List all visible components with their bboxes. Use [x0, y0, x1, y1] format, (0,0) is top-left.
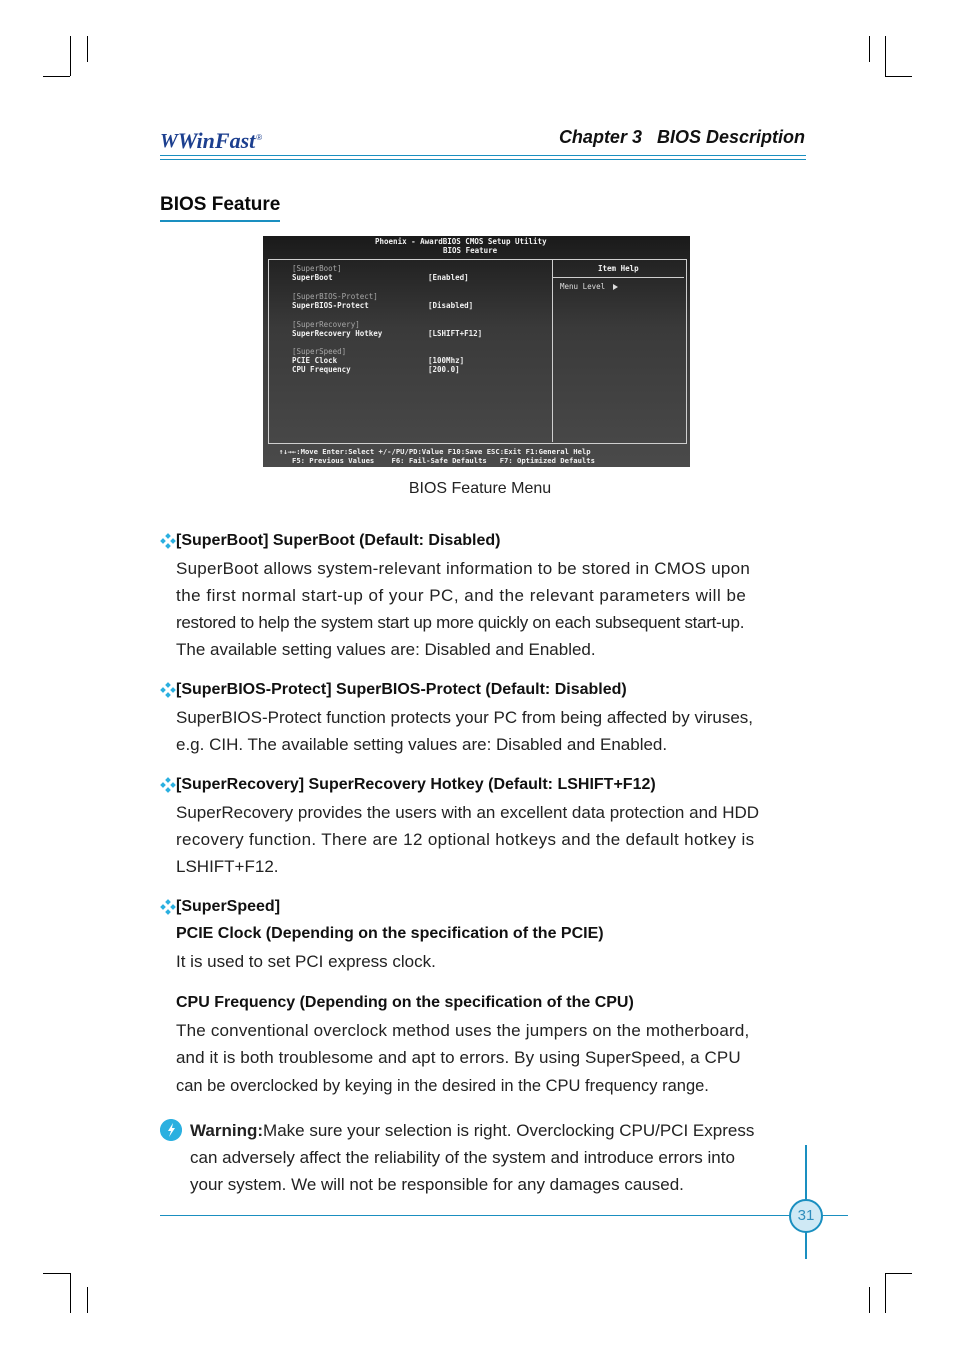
crop-mark — [869, 1287, 870, 1313]
body-line: the first normal start-up of your PC, and the relevant parameters will be — [176, 586, 747, 605]
bios-item-name: SuperBIOS-Protect — [292, 301, 369, 310]
bios-help-divider — [552, 277, 684, 278]
header-rule — [160, 155, 806, 156]
bios-group-label: [SuperBoot] — [292, 264, 342, 273]
body-line: It is used to set PCI express clock. — [176, 952, 436, 971]
logo-mark: W — [160, 129, 175, 152]
bios-footer-keys: ↑↓→←:Move Enter:Select +/-/PU/PD:Value F10:Save ESC:Exit F1:General Help — [279, 447, 591, 456]
warning-text: your system. We will not be responsible for any damages caused. — [190, 1175, 684, 1194]
crop-mark — [70, 1273, 71, 1313]
body-line: and it is both troublesome and apt to errors. By using SuperSpeed, a CPU — [176, 1048, 741, 1067]
bios-item-value: [Disabled] — [428, 301, 474, 310]
body-line: SuperBoot allows system-relevant information to be stored in CMOS upon — [176, 559, 751, 578]
body-line: recovery function. There are 12 optional hotkeys and the default hotkey is — [176, 830, 755, 849]
crop-mark — [87, 36, 88, 62]
body-line: LSHIFT+F12. — [176, 857, 279, 876]
bios-subtitle: BIOS Feature — [443, 246, 498, 255]
crop-mark — [70, 36, 71, 76]
bios-group-label: [SuperSpeed] — [292, 347, 347, 356]
bios-screen — [263, 236, 690, 467]
bios-item-value: [LSHIFT+F12] — [428, 329, 483, 338]
body-line: can be overclocked by keying in the desired in the CPU frequency range. — [176, 1077, 709, 1095]
figure-caption: BIOS Feature Menu — [408, 480, 552, 497]
crop-mark — [87, 1287, 88, 1313]
section-heading: [SuperRecovery] SuperRecovery Hotkey (Default: LSHIFT+F12) — [176, 776, 656, 793]
diamond-bullet-icon — [160, 899, 176, 915]
bios-help-title: Item Help — [598, 264, 639, 273]
bios-item-value: [Enabled] — [428, 273, 469, 282]
section-heading: [SuperBIOS-Protect] SuperBIOS-Protect (Default: Disabled) — [176, 681, 627, 698]
warning-text: Make sure your selection is right. Overclocking CPU/PCI Express — [263, 1121, 755, 1140]
bios-item-value: [200.0] — [428, 365, 460, 374]
page-number-text: 31 — [797, 1207, 815, 1224]
bios-footer-keys: F5: Previous Values F6: Fail-Safe Defaults F7: Optimized Defaults — [292, 456, 595, 465]
section-heading: [SuperSpeed] — [176, 898, 281, 915]
bios-menu-level-label: Menu Level — [560, 282, 606, 291]
page-number — [789, 1199, 823, 1233]
warning-note — [190, 1117, 810, 1198]
diamond-bullet-icon — [160, 533, 176, 549]
body-line: The conventional overclock method uses the jumpers on the motherboard, — [176, 1021, 750, 1040]
crop-mark — [885, 1273, 886, 1313]
chapter-title: Chapter 3 BIOS Description — [558, 127, 805, 147]
header-rule — [160, 159, 806, 160]
warning-label: Warning: — [190, 1121, 264, 1140]
section-title: BIOS Feature — [160, 194, 280, 222]
bios-menu-level — [560, 282, 618, 291]
warning-text: can adversely affect the reliability of the system and introduce errors into — [190, 1148, 735, 1167]
crop-mark — [869, 36, 870, 62]
bios-title: Phoenix - AwardBIOS CMOS Setup Utility — [375, 237, 547, 246]
diamond-bullet-icon — [160, 777, 176, 793]
body-line: The available setting values are: Disabled and Enabled. — [176, 640, 596, 659]
body-line: SuperBIOS-Protect function protects your PC from being affected by viruses, — [176, 708, 754, 727]
bios-item-name: SuperRecovery Hotkey — [292, 329, 383, 338]
bios-item-value: [100Mhz] — [428, 356, 465, 365]
subsection-heading: PCIE Clock (Depending on the specification of the PCIE) — [176, 925, 604, 942]
logo-registered: ® — [256, 132, 263, 142]
warning-icon — [160, 1119, 182, 1141]
footer-rule — [160, 1215, 848, 1216]
body-line: e.g. CIH. The available setting values are: Disabled and Enabled. — [176, 735, 668, 754]
bios-item-name: PCIE Clock — [292, 356, 338, 365]
crop-mark — [43, 1273, 70, 1274]
section-heading: [SuperBoot] SuperBoot (Default: Disabled) — [176, 532, 501, 549]
winfast-logo — [160, 126, 262, 156]
logo-text: WinFast — [177, 128, 256, 153]
bios-item-name: SuperBoot — [292, 273, 333, 282]
bios-item-name: CPU Frequency — [292, 365, 351, 374]
body-line: SuperRecovery provides the users with an excellent data protection and HDD — [176, 803, 760, 822]
bios-group-label: [SuperBIOS-Protect] — [292, 292, 378, 301]
triangle-right-icon — [613, 284, 618, 290]
bios-group-label: [SuperRecovery] — [292, 320, 360, 329]
diamond-bullet-icon — [160, 682, 176, 698]
crop-mark — [885, 1273, 912, 1274]
body-line: restored to help the system start up more quickly on each subsequent start-up. — [176, 613, 745, 632]
crop-mark — [885, 36, 886, 76]
crop-mark — [885, 76, 912, 77]
subsection-heading: CPU Frequency (Depending on the specification of the CPU) — [176, 994, 634, 1011]
crop-mark — [43, 76, 70, 77]
